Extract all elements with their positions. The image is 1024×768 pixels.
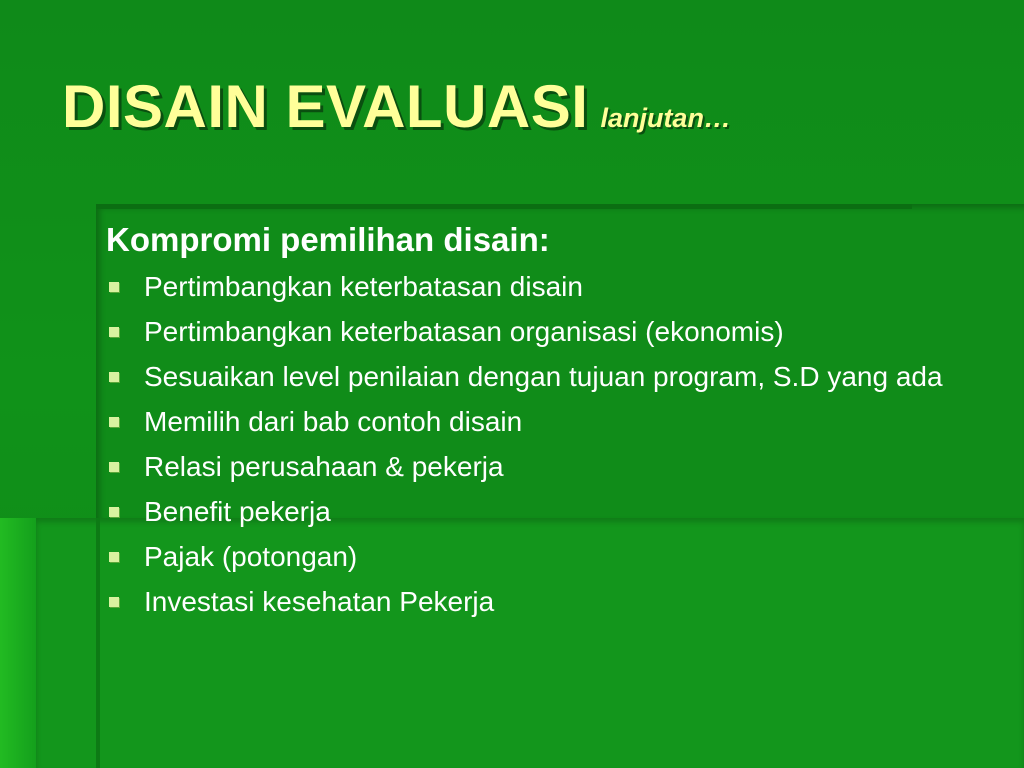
bullet-text: Memilih dari bab contoh disain — [144, 406, 523, 437]
square-bullet-icon — [109, 282, 119, 292]
bullet-text: Benefit pekerja — [144, 496, 331, 527]
bullet-text: Sesuaikan level penilaian dengan tujuan program, S.D yang ada — [144, 361, 943, 392]
bullet-text: Pertimbangkan keterbatasan disain — [144, 271, 583, 302]
square-bullet-icon — [109, 327, 119, 337]
decorative-panel-divider — [96, 518, 100, 768]
bullet-text: Pajak (potongan) — [144, 541, 358, 572]
bullet-list — [106, 270, 1006, 619]
content-heading: Kompromi pemilihan disain: — [106, 221, 550, 258]
bullet-item — [106, 495, 1006, 529]
bullet-text: Pertimbangkan keterbatasan organisasi (ekonomis) — [144, 316, 784, 347]
square-bullet-icon — [109, 597, 119, 607]
square-bullet-icon — [109, 372, 119, 382]
slide-title — [62, 72, 731, 141]
bullet-text: Relasi perusahaan & pekerja — [144, 451, 504, 482]
decorative-panel-edge — [96, 204, 912, 209]
square-bullet-icon — [109, 507, 119, 517]
slide-title-subtitle: lanjutan… — [600, 103, 731, 133]
bullet-item — [106, 405, 1006, 439]
square-bullet-icon — [109, 552, 119, 562]
bullet-item — [106, 270, 1006, 304]
bullet-item — [106, 585, 1006, 619]
bullet-item — [106, 540, 1006, 574]
square-bullet-icon — [109, 462, 119, 472]
slide-content — [106, 218, 1006, 630]
square-bullet-icon — [109, 417, 119, 427]
bullet-item — [106, 315, 1006, 349]
decorative-panel-left — [0, 518, 36, 768]
bullet-text: Investasi kesehatan Pekerja — [144, 586, 495, 617]
slide-title-main: DISAIN EVALUASI — [62, 73, 589, 140]
bullet-item — [106, 450, 1006, 484]
bullet-item — [106, 360, 1006, 394]
